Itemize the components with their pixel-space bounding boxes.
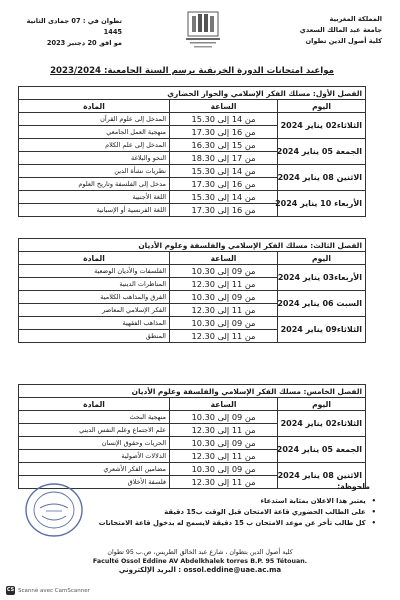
column-header-subject: المادة bbox=[19, 100, 170, 113]
exam-subject: المناظرات الدينية bbox=[19, 278, 170, 291]
scanner-watermark bbox=[6, 586, 90, 595]
exam-subject: مدخل إلى الفلسفة وتاريخ العلوم bbox=[19, 178, 170, 191]
exam-subject: اللغة الفرنسية أو الإسبانية bbox=[19, 204, 170, 217]
exam-time: من 11 إلى 12.30 bbox=[170, 476, 278, 489]
column-header-day: اليوم bbox=[278, 252, 366, 265]
column-header-row bbox=[19, 252, 366, 265]
column-header-time: الساعة bbox=[170, 252, 278, 265]
exam-subject: الفلسفات والأديان الوضعية bbox=[19, 265, 170, 278]
exam-subject: فلسفة الأخلاق bbox=[19, 476, 170, 489]
exam-day: الاثنين 08 يناير 2024 bbox=[278, 165, 366, 191]
exam-time: من 14 إلى 15.30 bbox=[170, 113, 278, 126]
exam-time: من 11 إلى 12.30 bbox=[170, 278, 278, 291]
semester-title-row bbox=[19, 87, 366, 100]
exam-subject: الفكر الإسلامي المعاصر bbox=[19, 304, 170, 317]
exam-time: من 14 إلى 15.30 bbox=[170, 191, 278, 204]
exam-day: الاثنين 08 يناير 2024 bbox=[278, 463, 366, 489]
table-row bbox=[19, 463, 366, 476]
column-header-day: اليوم bbox=[278, 398, 366, 411]
exam-day: السبت 06 يناير 2024 bbox=[278, 291, 366, 317]
exam-day: الثلاثاء09 يناير 2024 bbox=[278, 317, 366, 343]
page-title: مواعيد امتحانات الدورة الخريفية برسم السنة الجامعية: 2023/2024 bbox=[50, 66, 334, 76]
exam-day: الثلاثاء02 يناير 2024 bbox=[278, 113, 366, 139]
table-row bbox=[19, 411, 366, 424]
exam-time: من 17 إلى 18.30 bbox=[170, 152, 278, 165]
notes-title: ملحوظة: bbox=[337, 482, 370, 491]
footer-address-fr: Faculté Ossol Eddine AV Abdelkhalek torres B.P. 95 Tétouan. bbox=[92, 558, 308, 565]
semester-title-row bbox=[19, 239, 366, 252]
column-header-subject: المادة bbox=[19, 252, 170, 265]
exam-time: من 09 إلى 10.30 bbox=[170, 411, 278, 424]
schedule-table-semester-5 bbox=[18, 384, 366, 489]
header-line: جامعة عبد المالك السعدي bbox=[299, 26, 382, 34]
exam-time: من 09 إلى 10.30 bbox=[170, 265, 278, 278]
column-header-time: الساعة bbox=[170, 398, 278, 411]
exam-subject: الفرق والمذاهب الكلامية bbox=[19, 291, 170, 304]
exam-time: من 11 إلى 12.30 bbox=[170, 304, 278, 317]
table-row bbox=[19, 265, 366, 278]
table-row bbox=[19, 317, 366, 330]
exam-day: الجمعة 05 يناير 2024 bbox=[278, 437, 366, 463]
semester-title-row bbox=[19, 385, 366, 398]
footer-email: ossol.eddine@uae.ac.ma : البريد الإلكتروني bbox=[118, 566, 282, 574]
gregorian-date: مو افق 20 دجنبر 2023 bbox=[46, 39, 122, 47]
exam-subject: منهجية العمل الجامعي bbox=[19, 126, 170, 139]
exam-time: من 09 إلى 10.30 bbox=[170, 291, 278, 304]
exam-subject: علم الاجتماع وعلم النفس الديني bbox=[19, 424, 170, 437]
exam-time: من 09 إلى 10.30 bbox=[170, 317, 278, 330]
exam-subject: المدخل إلى علم الكلام bbox=[19, 139, 170, 152]
hijri-date: تطوان في : 07 جمادى الثانية 1445 bbox=[26, 17, 122, 36]
exam-day: الجمعة 05 يناير 2024 bbox=[278, 139, 366, 165]
exam-subject: المذاهب الفقهية bbox=[19, 317, 170, 330]
exam-subject: النحو والبلاغة bbox=[19, 152, 170, 165]
exam-day: الأربعاء03 يناير 2024 bbox=[278, 265, 366, 291]
institution-header bbox=[264, 14, 382, 47]
semester-title: الفصل الثالث: مسلك الفكر الإسلامي والفلسفة وعلوم الأديان bbox=[19, 239, 366, 252]
exam-subject: منهجية البحث bbox=[19, 411, 170, 424]
table-row bbox=[19, 291, 366, 304]
schedule-table-semester-3 bbox=[18, 238, 366, 343]
exam-subject: المنطق bbox=[19, 330, 170, 343]
exam-time: من 09 إلى 10.30 bbox=[170, 437, 278, 450]
schedule-table-semester-1 bbox=[18, 86, 366, 217]
column-header-time: الساعة bbox=[170, 100, 278, 113]
header-line: المملكة المغربية bbox=[329, 15, 382, 23]
exam-time: من 16 إلى 17.30 bbox=[170, 126, 278, 139]
exam-time: من 16 إلى 17.30 bbox=[170, 204, 278, 217]
note-item: • على الطالب الحضوري قاعة الامتحان قبل الوقت ب15 دقيقة bbox=[76, 507, 376, 518]
exam-subject: الدلالات الأصولية bbox=[19, 450, 170, 463]
exam-time: من 09 إلى 10.30 bbox=[170, 463, 278, 476]
column-header-row bbox=[19, 398, 366, 411]
date-header bbox=[12, 16, 122, 49]
semester-title: الفصل الأول: مسلك الفكر الإسلامي والحوار الحضاري bbox=[19, 87, 366, 100]
note-item: • يعتبر هذا الاعلان بمثابة استدعاء bbox=[76, 496, 376, 507]
exam-time: من 16 إلى 17.30 bbox=[170, 178, 278, 191]
exam-subject: اللغة الأجنبية bbox=[19, 191, 170, 204]
footer bbox=[80, 548, 320, 575]
exam-subject: نظريات نشأة الدين bbox=[19, 165, 170, 178]
exam-subject: المدخل إلى علوم القرآن bbox=[19, 113, 170, 126]
column-header-subject: المادة bbox=[19, 398, 170, 411]
exam-day: الأربعاء 10 يناير 2024 bbox=[278, 191, 366, 217]
exam-subject: مضامين الفكر الأشعري bbox=[19, 463, 170, 476]
camscanner-icon: CS bbox=[6, 588, 15, 593]
note-item: • كل طالب تأخر عن موعد الامتحان ب 15 دقيقة لايسمح له بدخول قاعة الامتحانات bbox=[76, 518, 376, 529]
table-row bbox=[19, 191, 366, 204]
exam-time: من 15 إلى 16.30 bbox=[170, 139, 278, 152]
exam-time: من 11 إلى 12.30 bbox=[170, 450, 278, 463]
university-logo-icon bbox=[182, 6, 224, 50]
table-row bbox=[19, 437, 366, 450]
notes-list bbox=[76, 496, 376, 529]
table-row bbox=[19, 139, 366, 152]
exam-time: من 11 إلى 12.30 bbox=[170, 330, 278, 343]
scanner-text: Scanné avec CamScanner bbox=[18, 587, 90, 594]
column-header-row bbox=[19, 100, 366, 113]
exam-time: من 14 إلى 15.30 bbox=[170, 165, 278, 178]
header-line: كلية أصول الدين تطوان bbox=[305, 37, 382, 45]
footer-address-ar: كلية أصول الدين بتطوان ، شارع عبد الخالق الطريس، ص.ب 95 تطوان bbox=[107, 549, 293, 556]
semester-title: الفصل الخامس: مسلك الفكر الإسلامي والفلسفة وعلوم الأديان bbox=[19, 385, 366, 398]
official-stamp-icon bbox=[22, 478, 86, 542]
exam-time: من 11 إلى 12.30 bbox=[170, 424, 278, 437]
exam-subject: الحريات وحقوق الإنسان bbox=[19, 437, 170, 450]
table-row bbox=[19, 165, 366, 178]
table-row bbox=[19, 113, 366, 126]
column-header-day: اليوم bbox=[278, 100, 366, 113]
exam-day: الثلاثاء02 يناير 2024 bbox=[278, 411, 366, 437]
